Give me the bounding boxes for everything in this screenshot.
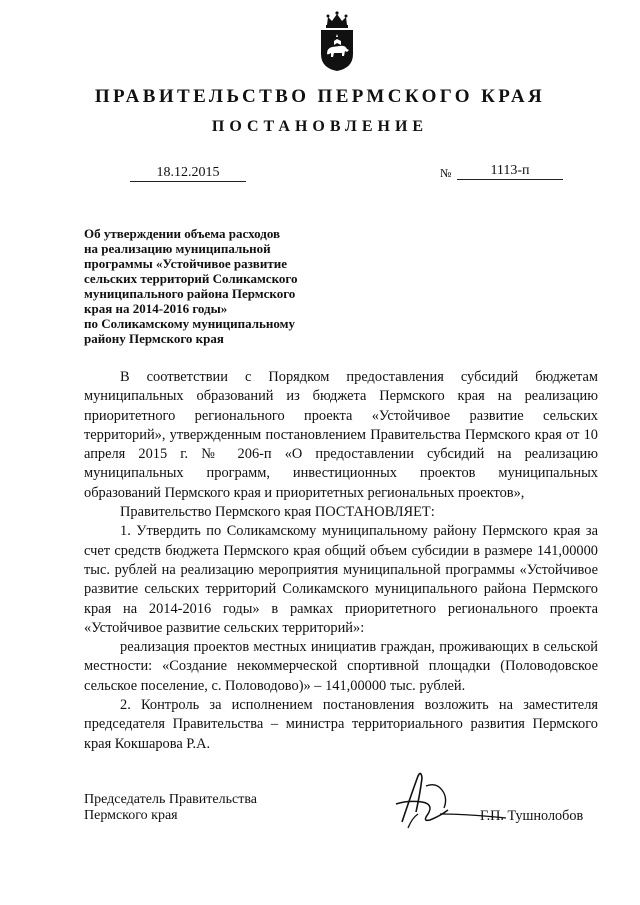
document-type: ПОСТАНОВЛЕНИЕ bbox=[211, 118, 429, 135]
signatory-name: Г.П. Тушнолобов bbox=[480, 808, 584, 824]
document-number: 1113-п bbox=[457, 162, 563, 180]
body-paragraph: 2. Контроль за исполнением постановления возложить на заместителя председателя Правительства – министра территориального развития Пермского края Кокшарова Р.А. bbox=[84, 697, 598, 752]
signatory-position bbox=[84, 792, 257, 824]
document-body bbox=[84, 368, 598, 754]
government-title: ПРАВИТЕЛЬСТВО ПЕРМСКОГО КРАЯ bbox=[94, 86, 546, 107]
document-subject bbox=[84, 226, 344, 346]
document-date: 18.12.2015 bbox=[130, 164, 246, 182]
perm-krai-coat-of-arms-icon bbox=[318, 10, 356, 72]
signatory-position-line: Пермского края bbox=[84, 808, 178, 823]
subject-line: на реализацию муниципальной bbox=[84, 241, 271, 256]
body-paragraph: 1. Утвердить по Соликамскому муниципальному району Пермского края за счет средств бюджета Пермского края общий объем субсидии в размере 141,00000 тыс. рублей на реализацию мероприятия муниципальной программы «Устойчивое развитие сельских территорий Соликамского муниципального района Пермского края на 2014-2016 годы» в рамках приоритетного регионального проекта «Устойчивое развитие сельских территорий»: bbox=[84, 523, 598, 636]
subject-line: края на 2014-2016 годы» bbox=[84, 301, 228, 316]
subject-line: Об утверждении объема расходов bbox=[84, 226, 281, 241]
subject-line: по Соликамскому муниципальному bbox=[84, 316, 296, 331]
body-paragraph: Правительство Пермского края ПОСТАНОВЛЯЕТ: bbox=[120, 504, 435, 521]
signatory-position-line: Председатель Правительства bbox=[84, 792, 257, 807]
subject-line: программы «Устойчивое развитие bbox=[84, 256, 287, 271]
subject-line: муниципального района Пермского bbox=[84, 286, 296, 301]
number-sign: № bbox=[440, 166, 452, 180]
subject-line: району Пермского края bbox=[84, 331, 224, 346]
body-paragraph: В соответствии с Порядком предоставления субсидий бюджетам муниципальных образований из бюджета Пермского края на реализацию приоритетного регионального проекта «Устойчивое развитие сельских территорий», утвержденным постановлением Правительства Пермского края от 10 апреля 2015 г. № 206-п «О предоставлении субсидий на реализацию муниципальных программ, инвестиционных проектов муниципальных образований Пермского края и приоритетных региональных проектов», bbox=[84, 369, 598, 501]
subject-line: сельских территорий Соликамского bbox=[84, 271, 298, 286]
body-paragraph: реализация проектов местных инициатив граждан, проживающих в сельской местности: «Создание некоммерческой спортивной площадки (Половодовское сельское поселение, с. Половодово)» – 141,00000 тыс. рублей. bbox=[84, 639, 598, 694]
